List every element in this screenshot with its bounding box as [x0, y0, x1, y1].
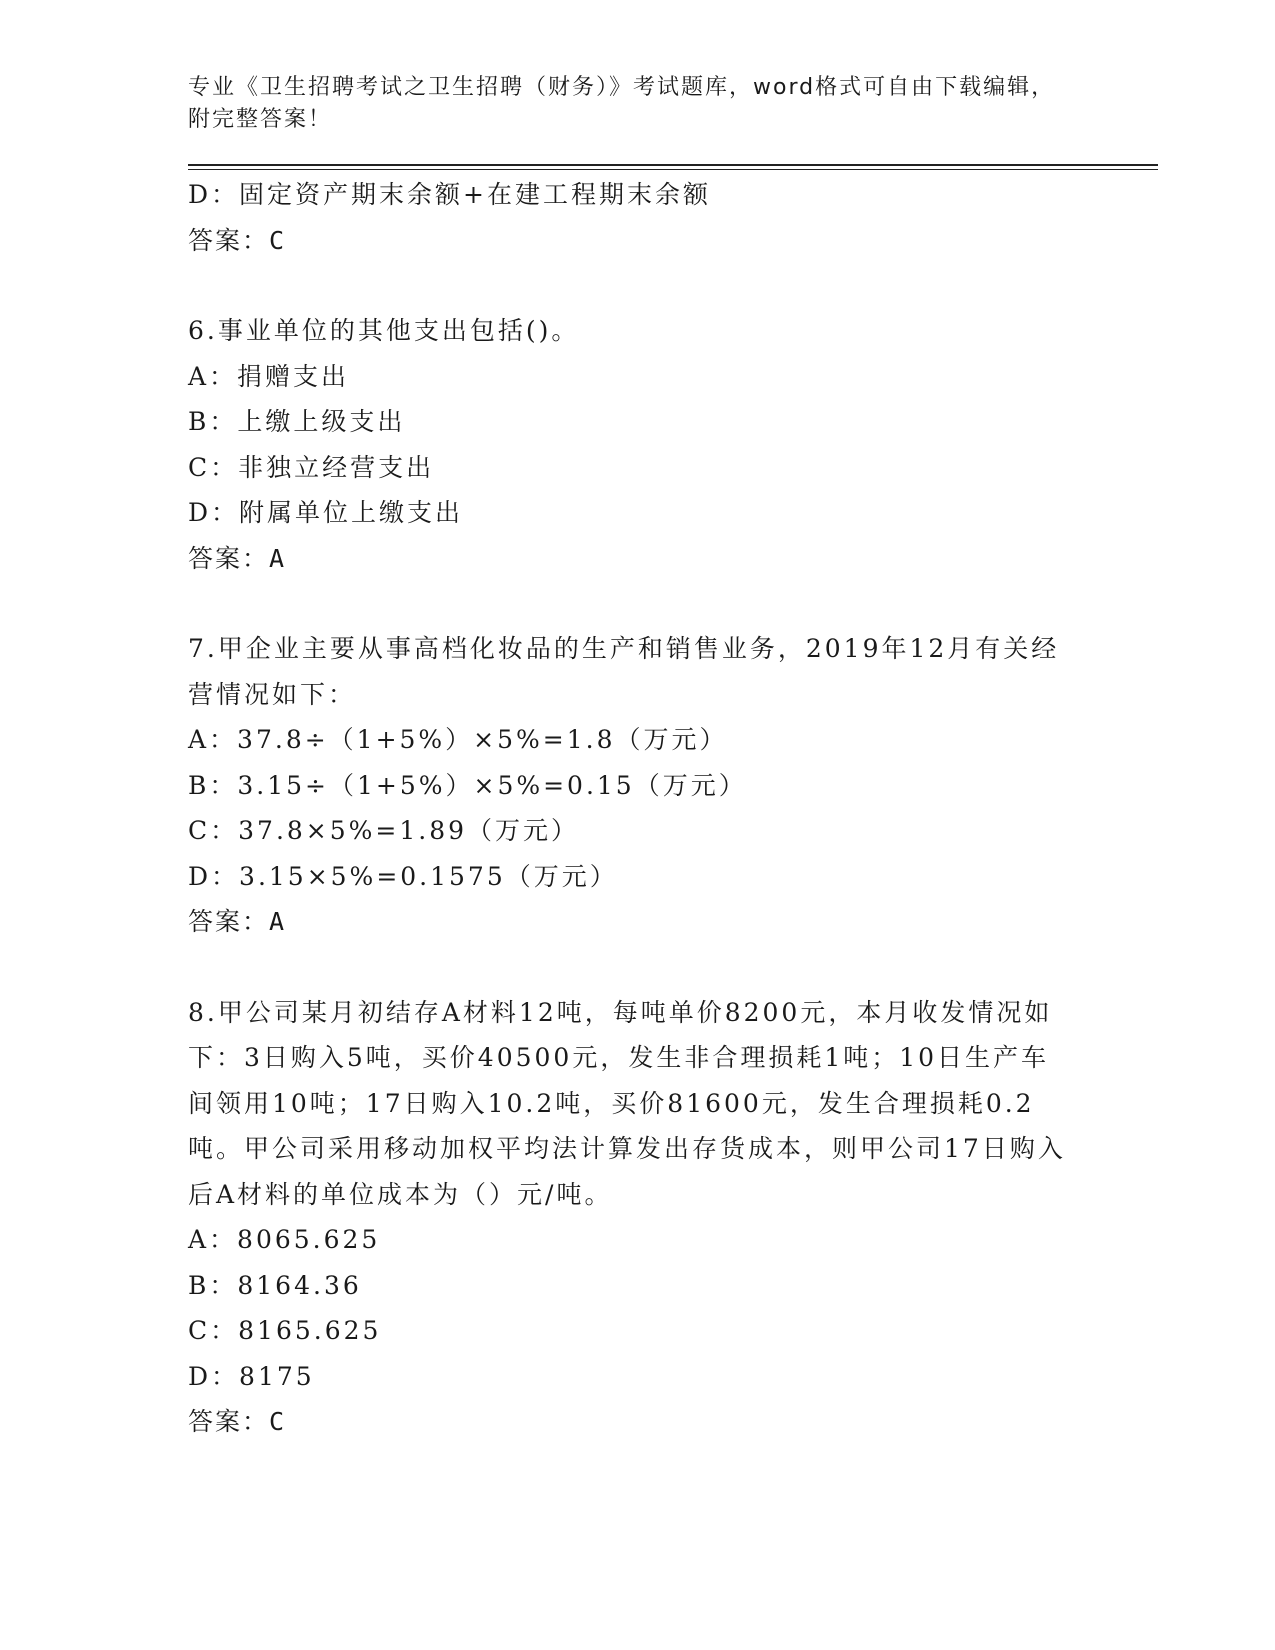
question-7-option-a: A：37.8÷（1+5%）×5%=1.8（万元）	[188, 725, 728, 754]
question-8-option-b: B：8164.36	[188, 1270, 362, 1300]
document-page	[188, 72, 1158, 1445]
question-7-option-c: C：37.8×5%=1.89（万元）	[188, 816, 580, 845]
answer-label: 答案：	[188, 907, 270, 936]
answer-value: A	[269, 543, 287, 573]
question-7-answer	[188, 899, 1158, 945]
question-6-option-d: D：附属单位上缴支出	[188, 498, 464, 527]
question-8-option-d: D：8175	[188, 1361, 315, 1391]
answer-label: 答案：	[188, 543, 270, 573]
answer-value: C	[269, 225, 287, 255]
answer-label: 答案：	[188, 225, 270, 255]
question-5-answer	[188, 218, 1158, 264]
question-5-continued	[188, 172, 1158, 263]
question-6-stem: 6.事业单位的其他支出包括()。	[188, 316, 580, 345]
question-8-option-c: C：8165.625	[188, 1316, 382, 1345]
question-8-option-a: A：8065.625	[188, 1225, 381, 1254]
question-6-option-c: C：非独立经营支出	[188, 452, 435, 482]
document-header-title: 专业《卫生招聘考试之卫生招聘（财务）》考试题库，word格式可自由下载编辑，附完整答案！	[188, 75, 1056, 132]
answer-label: 答案：	[188, 1407, 270, 1436]
question-6-option-a: A：捐赠支出	[188, 361, 350, 391]
question-5-option-d: D：固定资产期末余额+在建工程期末余额	[188, 180, 711, 209]
question-8-answer	[188, 1399, 1158, 1445]
header-divider	[188, 164, 1158, 170]
question-6-option-b: B：上缴上级支出	[188, 407, 406, 436]
answer-value: C	[269, 1407, 287, 1436]
question-8	[188, 990, 1158, 1445]
question-6	[188, 308, 1158, 581]
question-7-stem: 7.甲企业主要从事高档化妆品的生产和销售业务，2019年12月有关经营情况如下：	[188, 634, 1060, 709]
question-7	[188, 626, 1158, 945]
question-7-option-d: D：3.15×5%=0.1575（万元）	[188, 861, 618, 891]
answer-value: A	[269, 907, 287, 936]
question-8-stem: 8.甲公司某月初结存A材料12吨，每吨单价8200元，本月收发情况如下：3日购入5吨，买价40500元，发生非合理损耗1吨；10日生产车间领用10吨；17日购入10.2吨，买价81600元，发生合理损耗0.2吨。甲公司采用移动加权平均法计算发出存货成本，则甲公司17日购入后A材料的单位成本为（）元/吨。	[188, 997, 1066, 1209]
question-6-answer	[188, 536, 1158, 582]
question-7-option-b: B：3.15÷（1+5%）×5%=0.15（万元）	[188, 770, 747, 800]
